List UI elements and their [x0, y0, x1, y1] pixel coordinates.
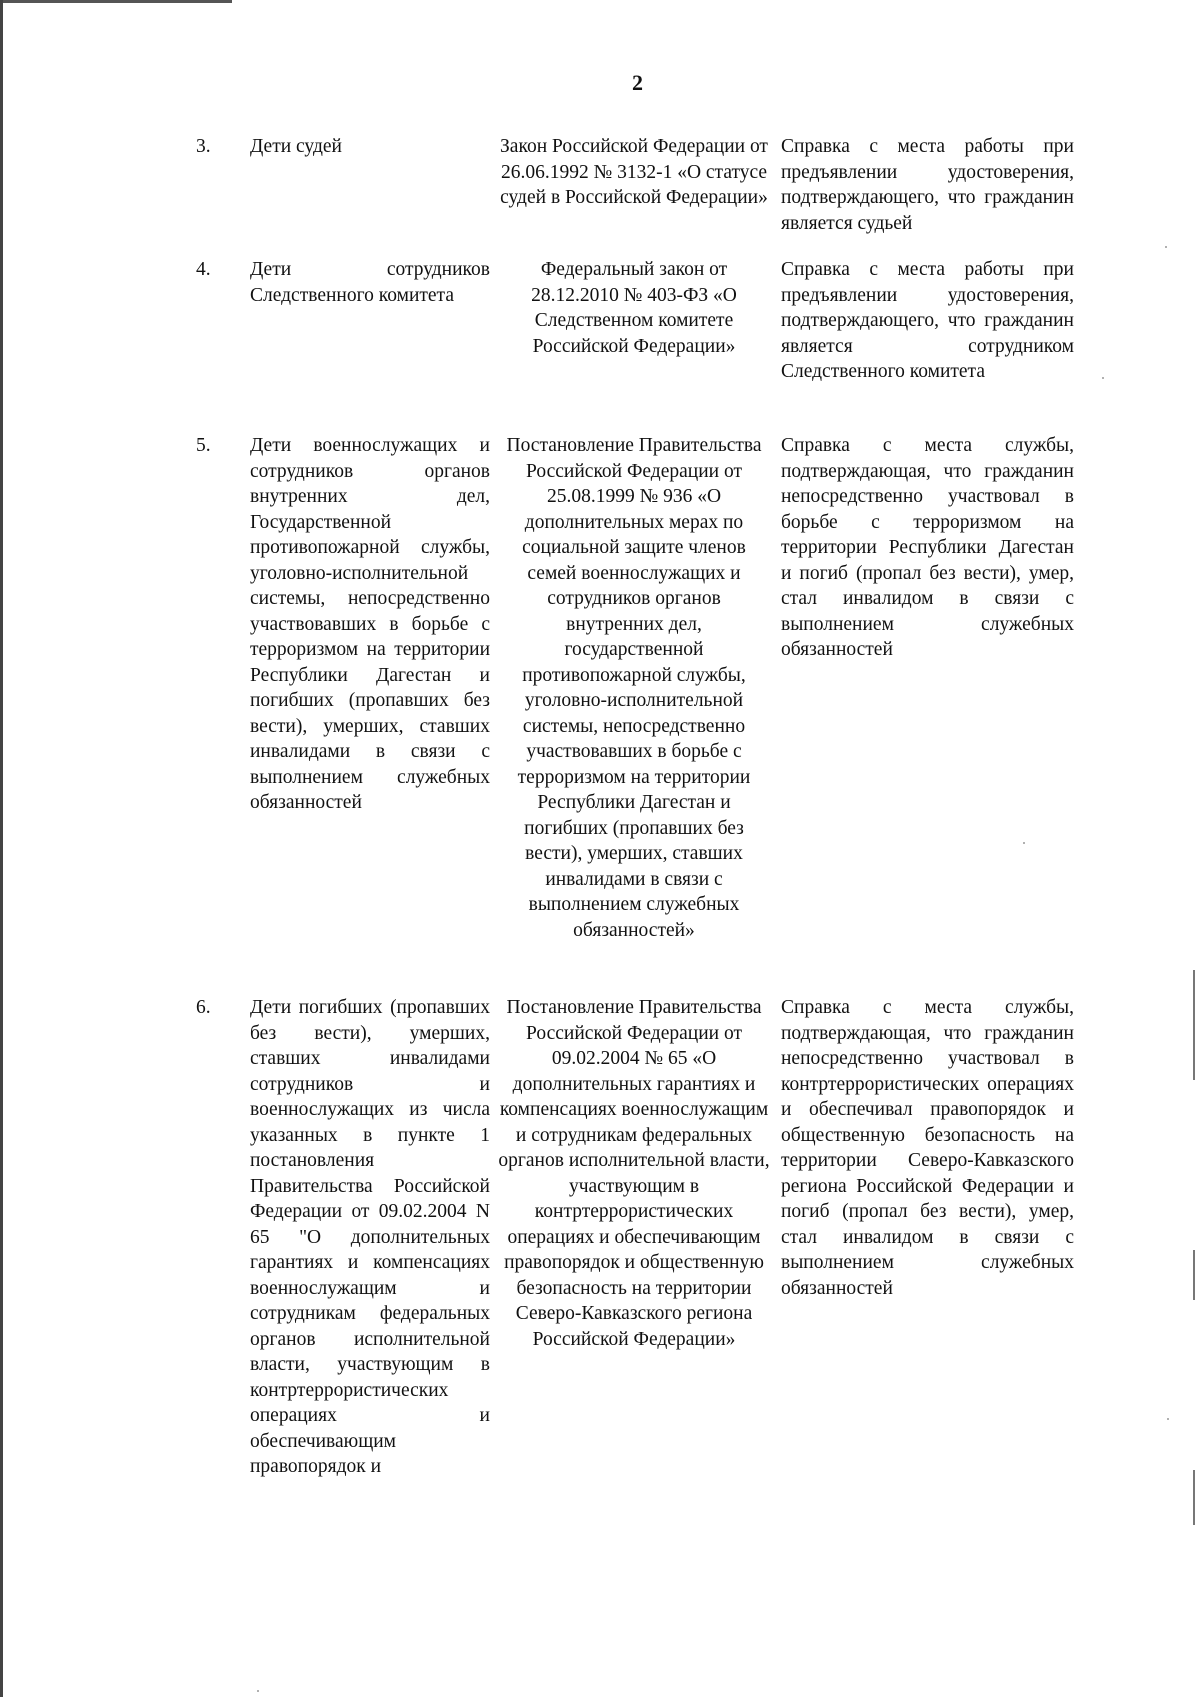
scan-edge-mark — [1193, 1250, 1195, 1300]
legal-basis-cell: Закон Российской Федерации от 26.06.1992 № 3132-1 «О статусе судей в Российской Федерации» — [500, 136, 768, 208]
category-cell: Дети сотрудников Следственного комитета — [250, 259, 490, 306]
legal-basis-cell: Постановление Правительства Российской Федерации от 09.02.2004 № 65 «О дополнительных гарантиях и компенсациях военнослужащим и сотрудникам федеральных органов исполнительной власти, участвующим в контртеррористических операциях и обеспечивающим правопорядок и общественную безопасность на территории Северо-Кавказского региона Российской Федерации» — [498, 997, 770, 1350]
scan-speck — [1165, 246, 1167, 248]
legal-basis-cell: Федеральный закон от 28.12.2010 № 403-ФЗ «О Следственном комитете Российской Федерации» — [531, 259, 737, 357]
scan-speck — [1023, 842, 1025, 844]
scan-left-border — [0, 0, 3, 1697]
legal-basis-cell: Постановление Правительства Российской Федерации от 25.08.1999 № 936 «О дополнительных мерах по социальной защите членов семей военнослужащих и сотрудников органов внутренних дел, государственной противопожарной службы, уголовно-исполнительной системы, непосредственно участвовавших в борьбе с терроризмом на территории Республики Дагестан и погибших (пропавших без вести), умерших, ставших инвалидами в связи с выполнением служебных обязанностей» — [506, 435, 762, 941]
scan-speck — [257, 1690, 259, 1692]
scan-speck — [1167, 1418, 1169, 1420]
category-cell: Дети военнослужащих и сотрудников органов внутренних дел, Государственной противопожарной службы, уголовно-исполнительной системы, непосредственно участвовавших в борьбе с терроризмом на территории Республики Дагестан и погибших (пропавших без вести), умерших, ставших инвалидами в связи с выполнением служебных обязанностей — [250, 435, 490, 813]
required-document-cell: Справка с места работы при предъявлении удостоверения, подтверждающего, что гражданин является судьей — [781, 136, 1074, 234]
row-number: 6. — [196, 997, 211, 1018]
scan-speck — [1102, 377, 1104, 379]
row-number: 5. — [196, 435, 211, 456]
required-document-cell: Справка с места службы, подтверждающая, что гражданин непосредственно участвовал в борьбе с терроризмом на территории Республики Дагестан и погиб (пропал без вести), умер, стал инвалидом в связи с выполнением служебных обязанностей — [781, 435, 1074, 660]
scan-edge-mark — [1193, 1470, 1195, 1525]
category-cell: Дети погибших (пропавших без вести), умерших, ставших инвалидами сотрудников и военнослужащих из числа указанных в пункте 1 постановления Правительства Российской Федерации от 09.02.2004 N 65 "О дополнительных гарантиях и компенсациях военнослужащим и сотрудникам федеральных органов исполнительной власти, участвующим в контртеррористических операциях и обеспечивающим правопорядок и — [250, 997, 490, 1477]
row-number: 4. — [196, 259, 211, 280]
category-cell: Дети судей — [250, 136, 342, 157]
required-document-cell: Справка с места службы, подтверждающая, что гражданин непосредственно участвовал в контртеррористических операциях и обеспечивал правопорядок и общественную безопасность на территории Северо-Кавказского региона Российской Федерации и погиб (пропал без вести), умер, стал инвалидом в связи с выполнением служебных обязанностей — [781, 997, 1074, 1299]
scan-edge-mark — [1193, 970, 1195, 1080]
page-number: 2 — [632, 70, 643, 95]
scan-top-border — [0, 0, 232, 3]
required-document-cell: Справка с места работы при предъявлении удостоверения, подтверждающего, что гражданин является сотрудником Следственного комитета — [781, 259, 1074, 382]
row-number: 3. — [196, 136, 211, 157]
